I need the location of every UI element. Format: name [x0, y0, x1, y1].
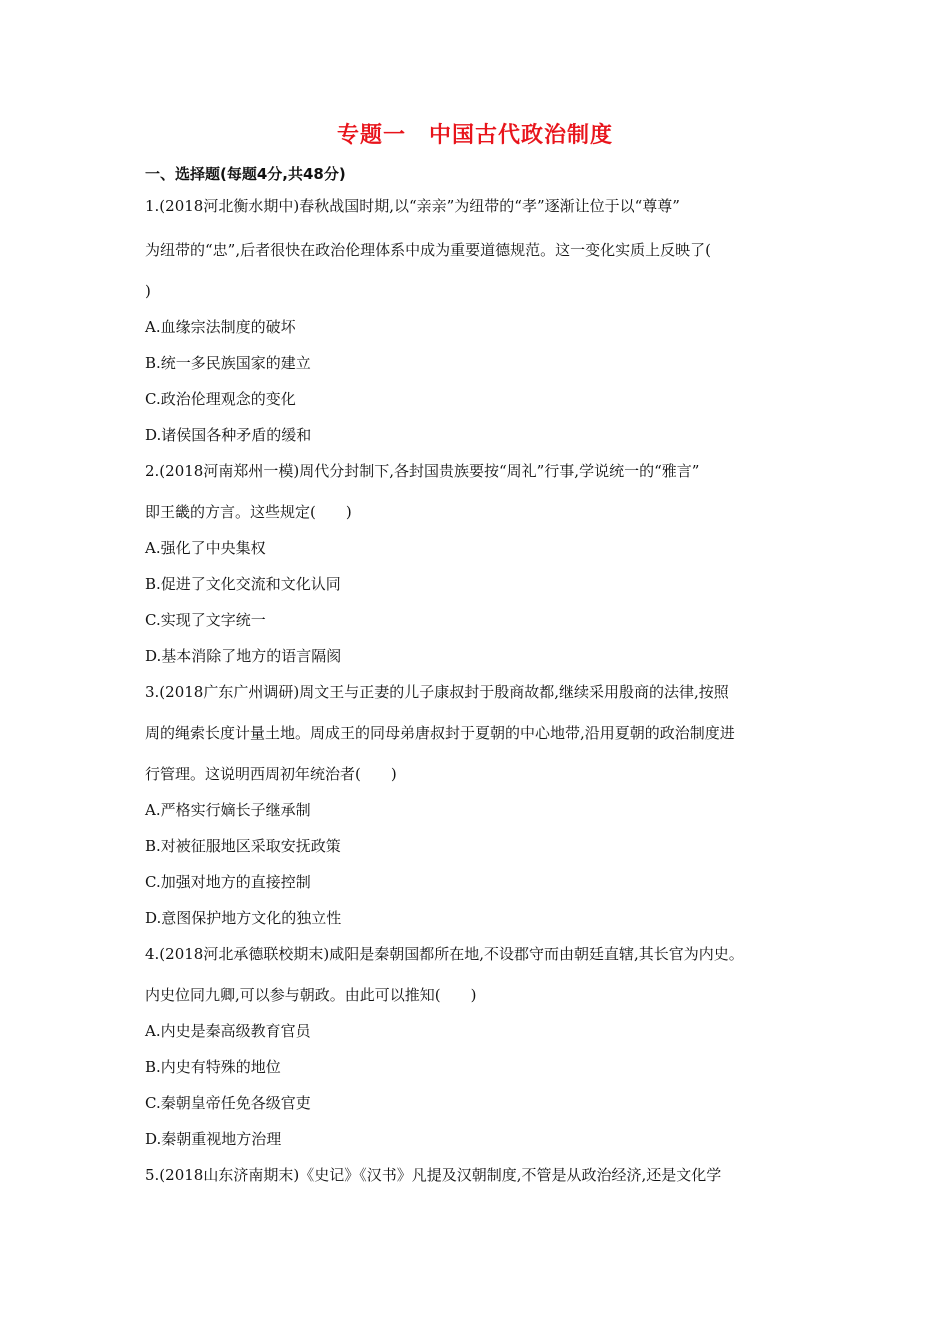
document-title: 专题一 中国古代政治制度 — [336, 123, 613, 148]
question-1-option-a: A.血缘宗法制度的破坏 — [145, 318, 296, 336]
question-3-option-c: C.加强对地方的直接控制 — [145, 873, 311, 891]
question-2-stem-line-2: 即王畿的方言。这些规定( ) — [145, 503, 352, 521]
question-3-stem-line-1: 3.(2018广东广州调研)周文王与正妻的儿子康叔封于殷商故都,继续采用殷商的法律,按照 — [145, 683, 729, 701]
question-4-option-c: C.秦朝皇帝任免各级官吏 — [145, 1094, 311, 1112]
question-1-stem-line-3: ) — [145, 282, 151, 300]
question-4-stem-line-2: 内史位同九卿,可以参与朝政。由此可以推知( ) — [145, 986, 477, 1004]
question-3-stem-line-2: 周的绳索长度计量土地。周成王的同母弟唐叔封于夏朝的中心地带,沿用夏朝的政治制度进 — [145, 724, 735, 742]
question-2-option-d: D.基本消除了地方的语言隔阂 — [145, 647, 342, 665]
question-1-stem-line-1: 1.(2018河北衡水期中)春秋战国时期,以“亲亲”为纽带的“孝”逐渐让位于以“尊尊” — [145, 197, 680, 215]
question-3-stem-line-3: 行管理。这说明西周初年统治者( ) — [145, 765, 397, 783]
question-3-option-d: D.意图保护地方文化的独立性 — [145, 909, 342, 927]
question-1-option-c: C.政治伦理观念的变化 — [145, 390, 296, 408]
question-4-option-b: B.内史有特殊的地位 — [145, 1058, 281, 1076]
question-2-option-a: A.强化了中央集权 — [145, 539, 266, 557]
question-4-stem-line-1: 4.(2018河北承德联校期末)咸阳是秦朝国都所在地,不设郡守而由朝廷直辖,其长官为内史。 — [145, 945, 744, 963]
question-5-stem-line-1: 5.(2018山东济南期末)《史记》《汉书》凡提及汉朝制度,不管是从政治经济,还是文化学 — [145, 1166, 722, 1184]
question-2-stem-line-1: 2.(2018河南郑州一模)周代分封制下,各封国贵族要按“周礼”行事,学说统一的“雅言” — [145, 462, 700, 480]
question-1-stem-line-2: 为纽带的“忠”,后者很快在政治伦理体系中成为重要道德规范。这一变化实质上反映了( — [145, 241, 711, 259]
question-3-option-b: B.对被征服地区采取安抚政策 — [145, 837, 341, 855]
question-4-option-a: A.内史是秦高级教育官员 — [145, 1022, 311, 1040]
question-1-option-b: B.统一多民族国家的建立 — [145, 354, 311, 372]
question-1-option-d: D.诸侯国各种矛盾的缓和 — [145, 426, 312, 444]
section-heading: 一、选择题(每题4分,共48分) — [145, 165, 346, 183]
question-4-option-d: D.秦朝重视地方治理 — [145, 1130, 282, 1148]
question-2-option-b: B.促进了文化交流和文化认同 — [145, 575, 341, 593]
question-3-option-a: A.严格实行嫡长子继承制 — [145, 801, 311, 819]
question-2-option-c: C.实现了文字统一 — [145, 611, 266, 629]
